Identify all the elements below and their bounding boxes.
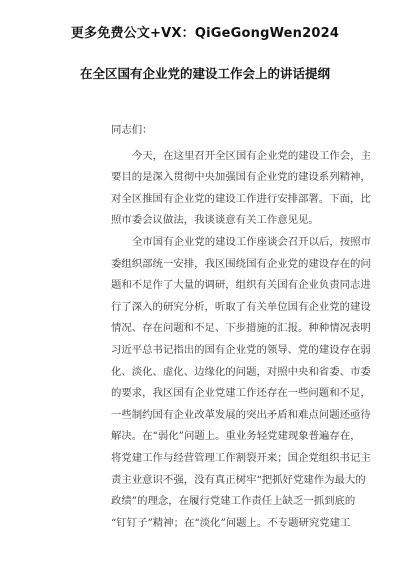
- paragraph-line: 要目的是深入贯彻中央加强国有企业党的建设系列精神，: [111, 171, 371, 184]
- document-title: 在全区国有企业党的建设工作会上的讲话提纲: [79, 66, 330, 81]
- paragraph-line: 习近平总书记指出的国有企业党的领导、党的建设存在弱: [111, 343, 371, 356]
- paragraph-line: 行了深入的研究分析，听取了有关单位国有企业党的建设: [111, 300, 371, 313]
- document-body: [90, 120, 371, 534]
- paragraph-line: 全市国有企业党的建设工作座谈会召开以后，按照市: [132, 235, 371, 248]
- paragraph-line: 解决。在“弱化”问题上。重业务轻党建现象普遍存在，: [111, 430, 361, 443]
- paragraph-line: 对全区推国有企业党的建设工作进行安排部署。下面，比: [111, 192, 371, 205]
- paragraph-line: 一些制约国有企业改革发展的突出矛盾和难点问题还亟待: [111, 408, 371, 421]
- paragraph-line: 照市委会议做法，我谈谈意有关工作意见见。: [111, 214, 319, 227]
- paragraph-line: 委组织部统一安排，我区围绕国有企业党的建设存在的问: [111, 257, 371, 270]
- paragraph-1: [90, 146, 371, 232]
- paragraph-line: 政绩”的理念，在履行党建工作责任上缺乏一抓到底的: [111, 495, 356, 508]
- watermark-text: 更多免费公文+VX：QiGeGongWen2024: [70, 26, 340, 41]
- paragraph-line: 将党建工作与经营管理工作割裂开来；国企党组织书记主: [111, 451, 371, 464]
- paragraph-line: 今天，在这里召开全区国有企业党的建设工作会，主: [132, 149, 371, 162]
- salutation: [90, 120, 352, 142]
- paragraph-line: 的要求，我区国有企业党建工作还存在一些问题和不足，: [111, 387, 371, 400]
- paragraph-line: 化、淡化、虚化、边缘化的问题，对照中央和省委、市委: [111, 365, 371, 378]
- salutation-text: 同志们：: [111, 124, 153, 136]
- paragraph-line: “钉钉子”精神；在“淡化”问题上。不专题研究党建工: [111, 516, 351, 529]
- paragraph-line: 情况、存在问题和不足、下步措施的汇报。种种情况表明: [111, 322, 371, 335]
- paragraph-line: 责主业意识不强，没有真正树牢“把抓好党建作为最大的: [111, 473, 366, 486]
- paragraph-2: [90, 232, 371, 534]
- paragraph-line: 题和不足作了大量的调研，组织有关国有企业负责同志进: [111, 279, 371, 292]
